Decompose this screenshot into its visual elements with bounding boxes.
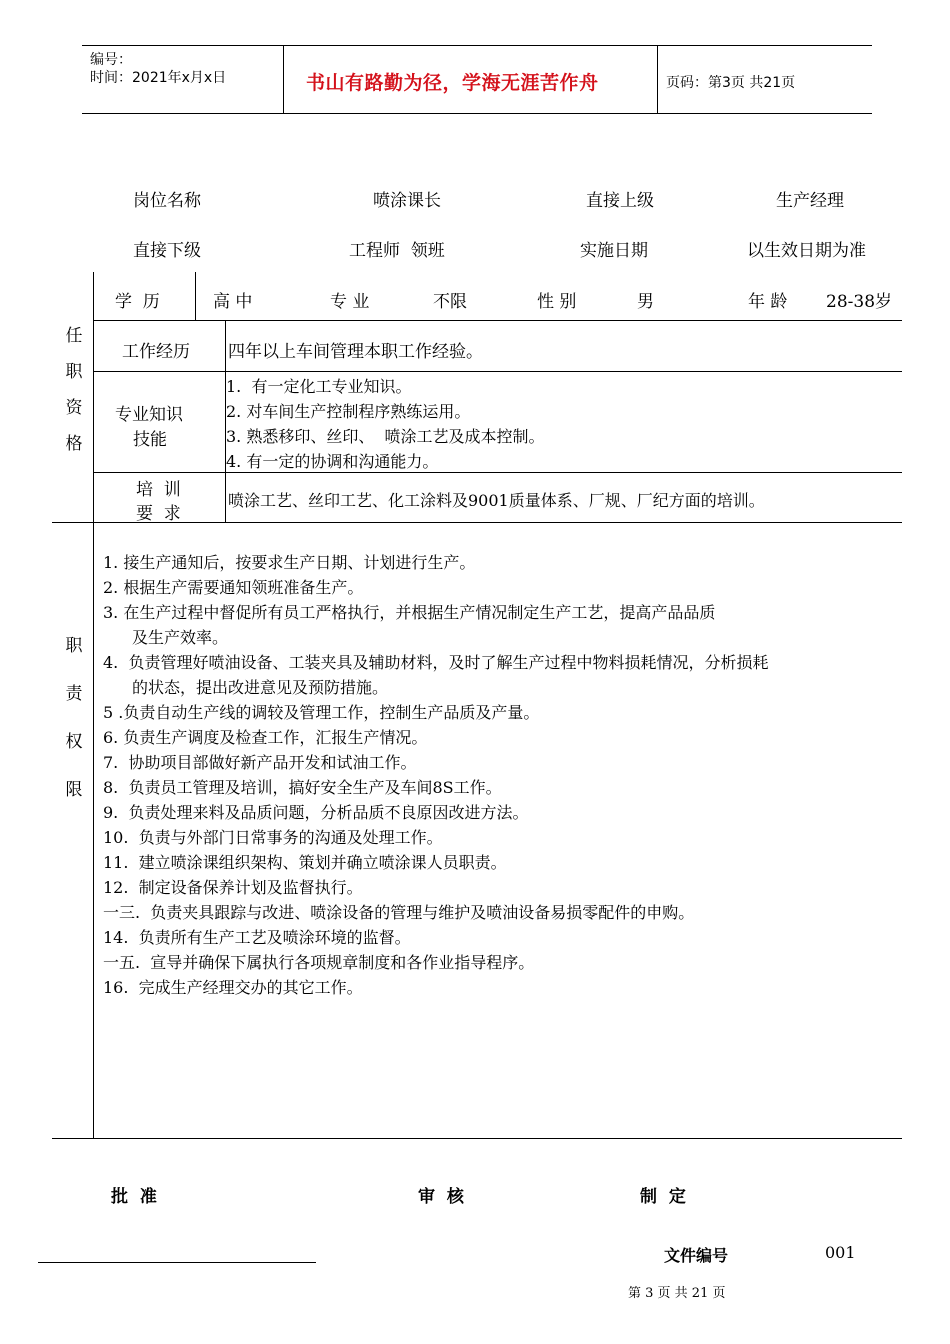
footer-rule — [38, 1262, 316, 1263]
header-divider-left — [283, 45, 284, 113]
effective-date-value: 以生效日期为准 — [747, 241, 866, 261]
duty-item: 9. 负责处理来料及品质问题，分析品质不良原因改进方法。 — [103, 803, 529, 822]
approve-label: 批 准 — [111, 1187, 157, 1207]
age-label: 年 龄 — [748, 292, 788, 312]
duty-item: 一五. 宣导并确保下属执行各项规章制度和各作业指导程序。 — [103, 953, 535, 972]
duty-item: 8. 负责员工管理及培训，搞好安全生产及车间8S工作。 — [103, 778, 502, 797]
header-divider-right — [657, 45, 658, 113]
qual-row-rule-2 — [93, 371, 902, 372]
duty-item: 1. 接生产通知后，按要求生产日期、计划进行生产。 — [103, 553, 476, 572]
duty-item: 3. 在生产过程中督促所有员工严格执行，并根据生产情况制定生产工艺，提高产品品质 — [103, 603, 716, 622]
duties-bottom-rule — [52, 1138, 902, 1139]
qual-section-char-3: 资 — [65, 398, 83, 418]
duties-section-label — [63, 622, 85, 814]
training-label-line-2: 要 求 — [136, 504, 181, 524]
duty-item-continuation: 及生产效率。 — [132, 628, 229, 647]
duty-item: 5 .负责自动生产线的调较及管理工作，控制生产品质及产量。 — [103, 703, 540, 722]
qual-outer-left-border — [93, 272, 94, 522]
header-top-rule — [82, 45, 872, 46]
superior-label: 直接上级 — [586, 191, 654, 211]
duty-item: 12. 制定设备保养计划及监督执行。 — [103, 878, 363, 897]
education-value: 高 中 — [213, 292, 253, 312]
review-label: 审 核 — [418, 1187, 464, 1207]
duty-item-continuation: 的状态，提出改进意见及预防措施。 — [132, 678, 389, 697]
qual-section-char-1: 任 — [65, 326, 83, 346]
footer-page-number: 第 3 页 共 21 页 — [628, 1286, 726, 1301]
qual-row-rule-1 — [93, 320, 902, 321]
duty-item: 14. 负责所有生产工艺及喷涂环境的监督。 — [103, 928, 411, 947]
duties-section-char-1: 职 — [65, 636, 83, 656]
qual-education-divider — [195, 272, 196, 320]
experience-label: 工作经历 — [122, 342, 190, 362]
duties-section-char-4: 限 — [65, 780, 83, 800]
education-label: 学 历 — [115, 292, 160, 312]
doc-number-value: 001 — [825, 1243, 856, 1262]
header-page-label: 页码：第3页 共21页 — [666, 75, 796, 91]
qual-section-char-4: 格 — [65, 434, 83, 454]
training-label-line-1: 培 训 — [136, 480, 181, 500]
duty-item: 7. 协助项目部做好新产品开发和试油工作。 — [103, 753, 417, 772]
doc-number-label: 文件编号 — [664, 1246, 729, 1265]
duties-section-char-2: 责 — [65, 684, 83, 704]
duties-left-border — [93, 522, 94, 1139]
prepare-label: 制 定 — [640, 1187, 686, 1207]
skill-item: 3. 熟悉移印、丝印、 喷涂工艺及成本控制。 — [226, 427, 545, 446]
skills-label-line-1: 专业知识 — [115, 405, 183, 425]
header-bottom-rule — [82, 113, 872, 114]
skill-item: 4. 有一定的协调和沟通能力。 — [226, 452, 439, 471]
position-value: 喷涂课长 — [373, 191, 441, 211]
experience-value: 四年以上车间管理本职工作经验。 — [228, 342, 483, 362]
skill-item: 1. 有一定化工专业知识。 — [226, 377, 412, 396]
skill-item: 2. 对车间生产控制程序熟练运用。 — [226, 402, 471, 421]
age-value: 28-38岁 — [826, 292, 893, 312]
major-label: 专 业 — [330, 292, 370, 312]
gender-value: 男 — [637, 292, 654, 312]
duty-item: 2. 根据生产需要通知领班准备生产。 — [103, 578, 364, 597]
training-value: 喷涂工艺、丝印工艺、化工涂料及9001质量体系、厂规、厂纪方面的培训。 — [228, 491, 765, 510]
qualification-section-label — [63, 318, 85, 462]
subordinate-label: 直接下级 — [133, 241, 201, 261]
duties-section-char-3: 权 — [65, 732, 83, 752]
duty-item: 4. 负责管理好喷油设备、工装夹具及辅助材料，及时了解生产过程中物料损耗情况，分析损耗 — [103, 653, 769, 672]
subordinate-value: 工程师 领班 — [349, 241, 445, 261]
duty-item: 16. 完成生产经理交办的其它工作。 — [103, 978, 363, 997]
qual-section-char-2: 职 — [65, 362, 83, 382]
duties-list — [103, 550, 903, 1000]
duty-item: 11. 建立喷涂课组织架构、策划并确立喷涂课人员职责。 — [103, 853, 507, 872]
superior-value: 生产经理 — [776, 191, 844, 211]
position-label: 岗位名称 — [133, 191, 201, 211]
header-number-label: 编号： — [90, 52, 132, 68]
duty-item: 10. 负责与外部门日常事务的沟通及处理工作。 — [103, 828, 443, 847]
major-value: 不限 — [433, 292, 467, 312]
effective-date-label: 实施日期 — [580, 241, 648, 261]
gender-label: 性 别 — [537, 292, 577, 312]
header-time-label: 时间：2021年x月x日 — [90, 70, 227, 86]
duty-item: 6. 负责生产调度及检查工作，汇报生产情况。 — [103, 728, 428, 747]
skills-label-line-2: 技能 — [133, 430, 167, 450]
skills-list — [226, 374, 545, 474]
duty-item: 一三. 负责夹具跟踪与改进、喷涂设备的管理与维护及喷油设备易损零配件的申购。 — [103, 903, 695, 922]
header-motto: 书山有路勤为径，学海无涯苦作舟 — [306, 72, 599, 94]
